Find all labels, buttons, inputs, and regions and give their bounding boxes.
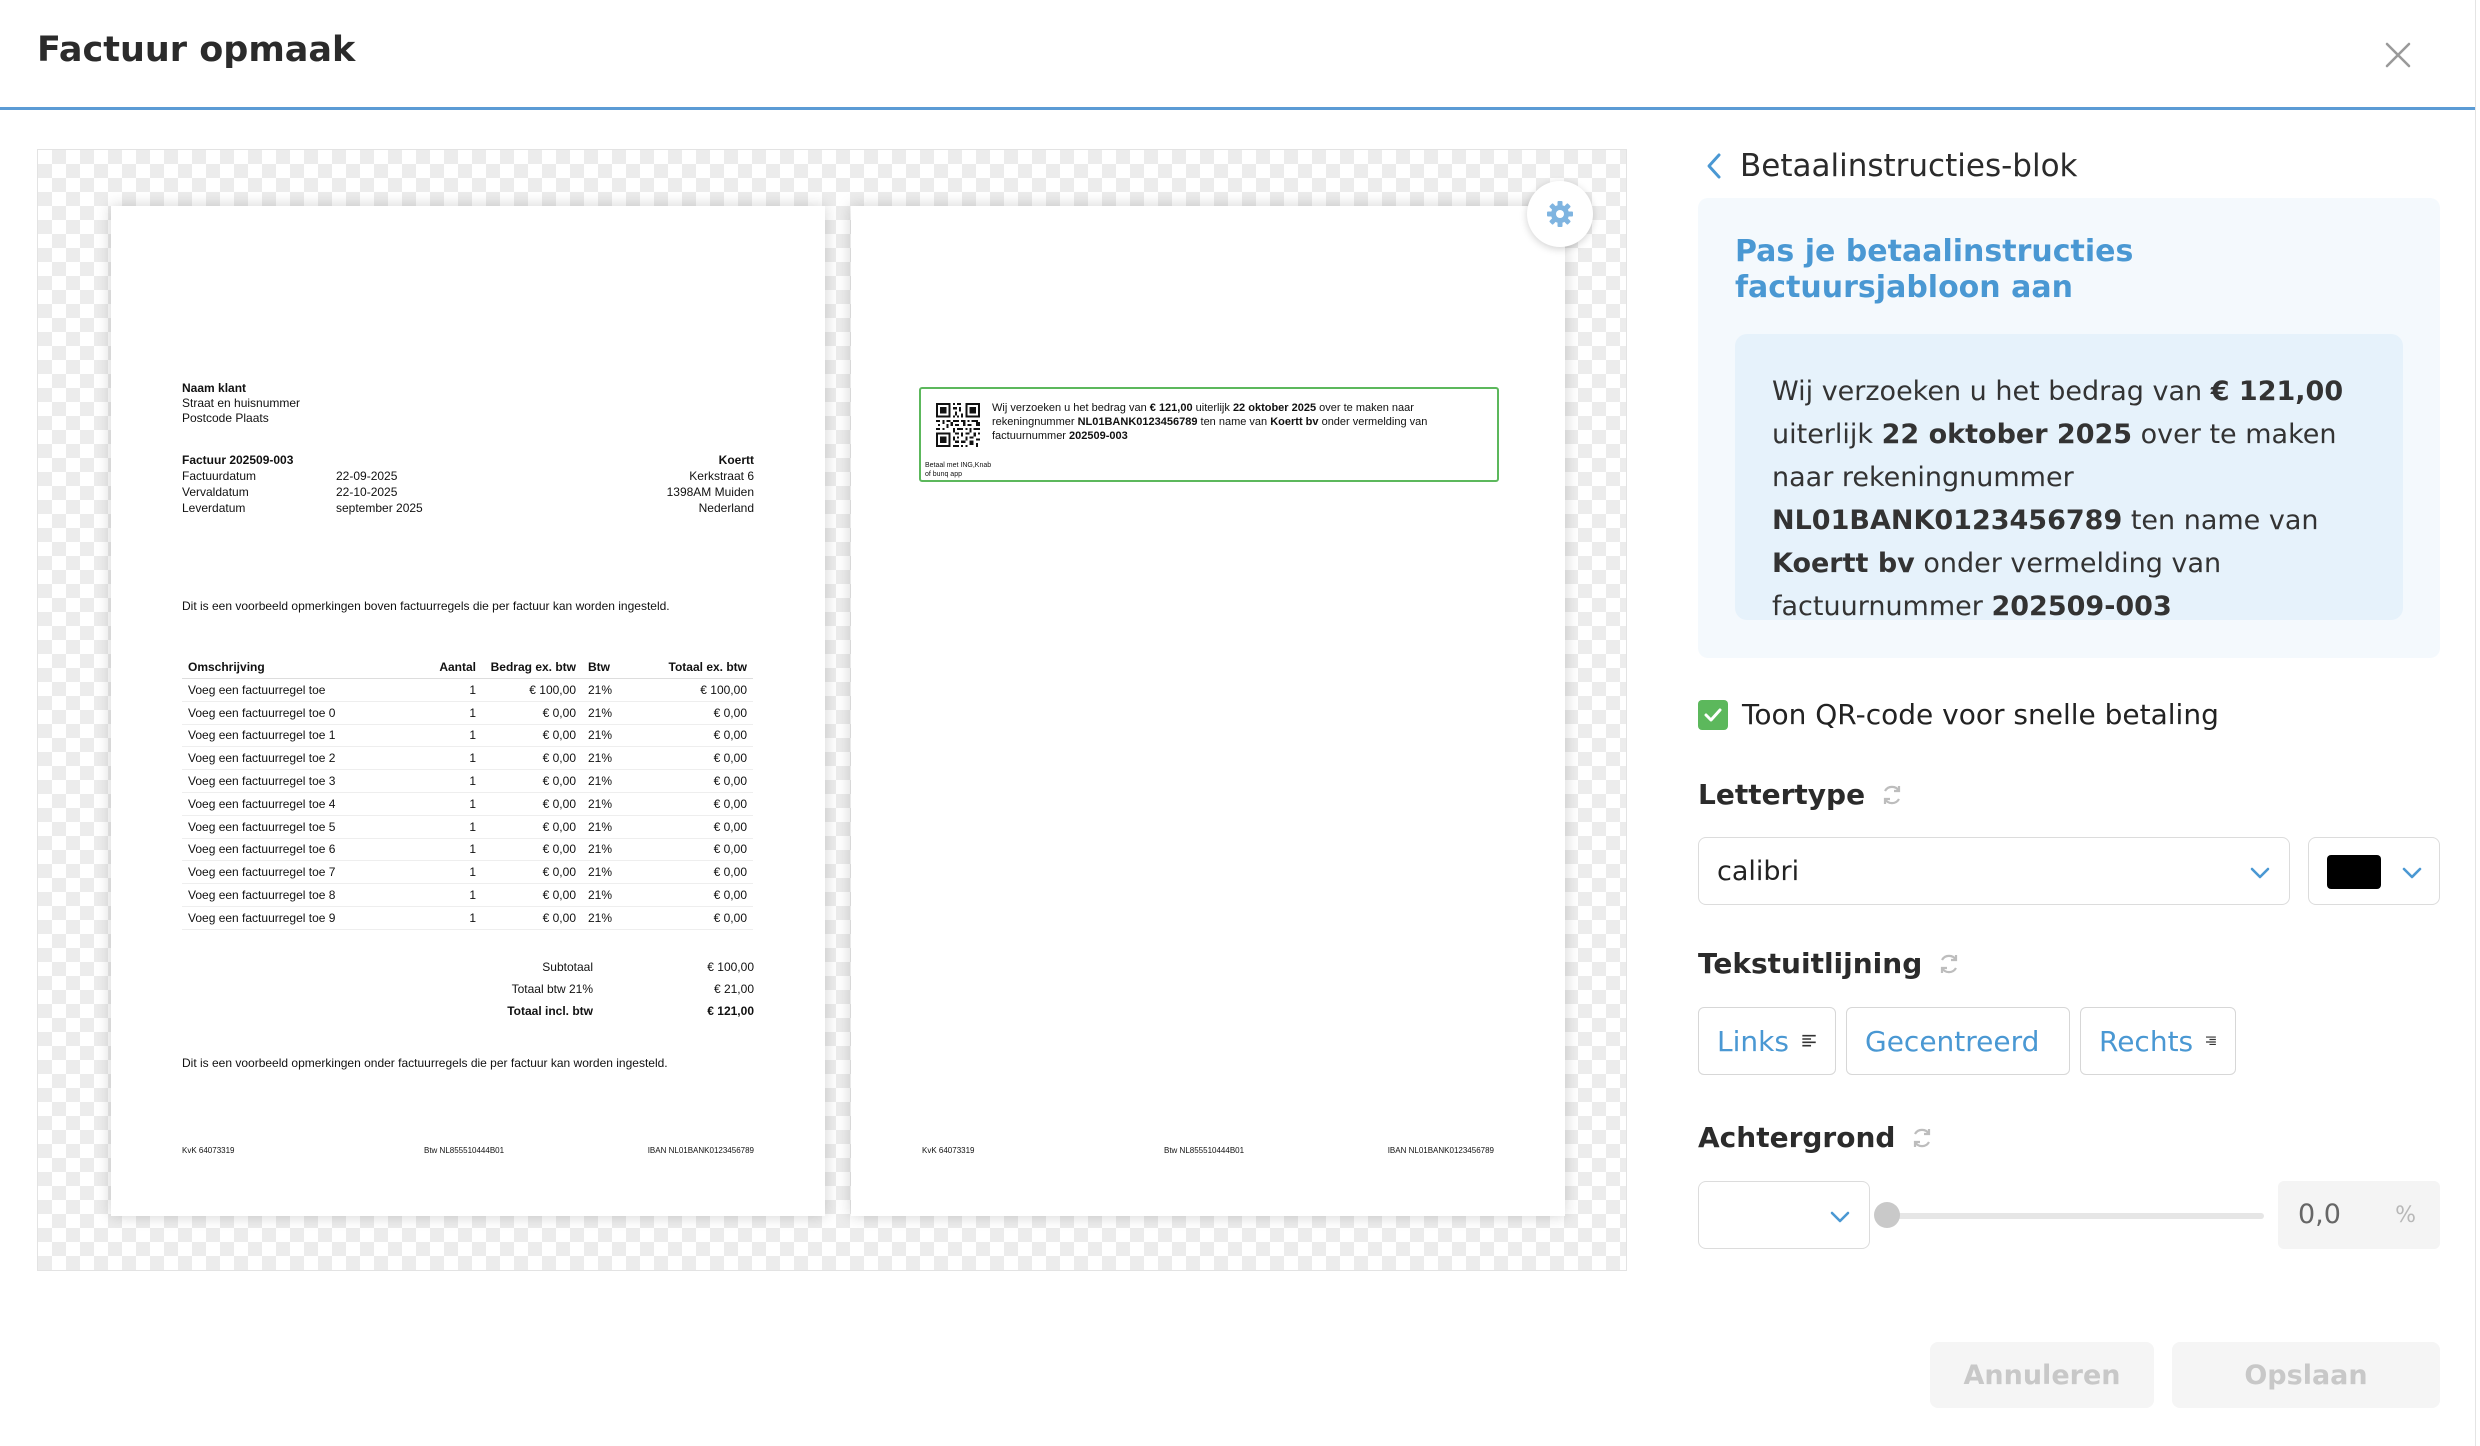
table-row — [182, 861, 753, 884]
cell-quantity: 1 — [422, 679, 482, 702]
settings-gear-button[interactable] — [1527, 181, 1593, 247]
info-box — [1698, 198, 2440, 658]
modal-header — [0, 0, 2475, 110]
payment-instructions-block[interactable] — [919, 387, 1499, 482]
cell-amount: € 0,00 — [482, 724, 582, 747]
cell-total: € 0,00 — [622, 792, 753, 815]
invoice-page-1 — [111, 206, 825, 1216]
customer-postcode: Postcode Plaats — [182, 411, 269, 425]
qr-code-checkbox[interactable] — [1698, 700, 1728, 730]
panel-title: Betaalinstructies-blok — [1740, 148, 2078, 184]
subtotal-label: Subtotaal — [542, 960, 593, 974]
footer-kvk: KvK 64073319 — [922, 1146, 975, 1155]
col-description: Omschrijving — [182, 655, 422, 679]
payment-text: Wij verzoeken u het bedrag van € 121,00 uiterlijk 22 oktober 2025 over te maken naar rekeningnummer NL01BANK0123456789 ten name van Koertt bv onder vermelding van factuurnummer 202509-003 — [1772, 376, 2344, 622]
cell-amount: € 0,00 — [482, 747, 582, 770]
cell-quantity: 1 — [422, 792, 482, 815]
cell-quantity: 1 — [422, 906, 482, 929]
footer-btw: Btw NL855510444B01 — [1164, 1146, 1245, 1155]
back-row — [1698, 146, 2078, 186]
cell-vat: 21% — [582, 838, 622, 861]
cell-amount: € 0,00 — [482, 884, 582, 907]
payment-instructions-text: Wij verzoeken u het bedrag van € 121,00 uiterlijk 22 oktober 2025 over te maken naar rekeningnummer NL01BANK0123456789 ten name van Koertt bv onder vermelding van factuurnummer 202509-003 — [992, 402, 1428, 442]
vat-label: Totaal btw 21% — [511, 982, 593, 996]
cell-vat: 21% — [582, 701, 622, 724]
invoice-date-value: 22-09-2025 — [336, 469, 398, 483]
cell-vat: 21% — [582, 906, 622, 929]
opacity-input[interactable] — [2278, 1181, 2440, 1249]
footer-kvk: KvK 64073319 — [182, 1146, 235, 1155]
company-country: Nederland — [698, 501, 754, 515]
cell-vat: 21% — [582, 724, 622, 747]
align-center-button[interactable] — [1846, 1007, 2070, 1075]
col-amount: Bedrag ex. btw — [482, 655, 582, 679]
align-center-label: Gecentreerd — [1865, 1024, 2040, 1058]
table-row — [182, 815, 753, 838]
qr-code-icon — [936, 403, 980, 447]
table-row — [182, 770, 753, 793]
table-row — [182, 792, 753, 815]
cell-amount: € 100,00 — [482, 679, 582, 702]
cell-vat: 21% — [582, 770, 622, 793]
invoice-preview — [37, 149, 1627, 1271]
cell-total: € 100,00 — [622, 679, 753, 702]
cell-vat: 21% — [582, 747, 622, 770]
cell-amount: € 0,00 — [482, 792, 582, 815]
cell-description: Voeg een factuurregel toe 8 — [182, 884, 422, 907]
subtotal-value: € 100,00 — [707, 960, 754, 974]
qr-caption: Betaal met ING,Knab of bunq app — [925, 462, 992, 478]
cell-quantity: 1 — [422, 724, 482, 747]
chevron-down-icon — [2249, 866, 2271, 880]
company-name: Koertt — [718, 453, 754, 467]
cell-total: € 0,00 — [622, 838, 753, 861]
cell-description: Voeg een factuurregel toe — [182, 679, 422, 702]
due-date-value: 22-10-2025 — [336, 485, 398, 499]
cell-description: Voeg een factuurregel toe 0 — [182, 701, 422, 724]
delivery-date-value: september 2025 — [336, 501, 423, 515]
table-row — [182, 701, 753, 724]
cell-quantity: 1 — [422, 815, 482, 838]
company-city: 1398AM Muiden — [666, 485, 754, 499]
opacity-slider-handle[interactable] — [1874, 1202, 1900, 1228]
cell-amount: € 0,00 — [482, 815, 582, 838]
save-button[interactable]: Opslaan — [2172, 1342, 2440, 1408]
chevron-down-icon — [1829, 1210, 1851, 1224]
opacity-value: 0,0 — [2298, 1199, 2341, 1230]
col-vat: Btw — [582, 655, 622, 679]
check-icon — [1702, 704, 1724, 726]
cell-amount: € 0,00 — [482, 861, 582, 884]
cell-total: € 0,00 — [622, 906, 753, 929]
table-row — [182, 747, 753, 770]
cell-amount: € 0,00 — [482, 701, 582, 724]
cell-description: Voeg een factuurregel toe 2 — [182, 747, 422, 770]
cell-vat: 21% — [582, 679, 622, 702]
cell-description: Voeg een factuurregel toe 5 — [182, 815, 422, 838]
font-select[interactable] — [1698, 837, 2290, 905]
cell-amount: € 0,00 — [482, 838, 582, 861]
cell-description: Voeg een factuurregel toe 3 — [182, 770, 422, 793]
cell-description: Voeg een factuurregel toe 6 — [182, 838, 422, 861]
align-left-button[interactable] — [1698, 1007, 1836, 1075]
customer-street: Straat en huisnummer — [182, 396, 301, 410]
cell-total: € 0,00 — [622, 884, 753, 907]
opacity-unit: % — [2395, 1203, 2416, 1228]
table-row — [182, 724, 753, 747]
payment-text-editor[interactable] — [1735, 334, 2403, 620]
chevron-left-icon[interactable] — [1700, 149, 1728, 183]
invoice-lines-table — [182, 655, 753, 930]
footer-btw: Btw NL855510444B01 — [424, 1146, 505, 1155]
customer-name: Naam klant — [182, 381, 247, 395]
remark-above: Dit is een voorbeeld opmerkingen boven factuurregels die per factuur kan worden ingesteld. — [182, 599, 670, 613]
cell-quantity: 1 — [422, 747, 482, 770]
cell-quantity: 1 — [422, 861, 482, 884]
cell-quantity: 1 — [422, 884, 482, 907]
align-right-icon — [2205, 1030, 2217, 1052]
close-icon[interactable] — [2381, 38, 2415, 72]
color-swatch — [2327, 855, 2381, 889]
align-left-icon — [1801, 1030, 1817, 1052]
due-date-label: Vervaldatum — [182, 485, 249, 499]
font-select-value: calibri — [1717, 856, 1800, 887]
cell-vat: 21% — [582, 884, 622, 907]
qr-code-label: Toon QR-code voor snelle betaling — [1742, 698, 2219, 731]
background-color-select[interactable] — [1698, 1181, 1870, 1249]
remark-below: Dit is een voorbeeld opmerkingen onder factuurregels die per factuur kan worden ingesteld. — [182, 1056, 668, 1070]
table-row — [182, 906, 753, 929]
table-header-row — [182, 655, 753, 679]
cell-description: Voeg een factuurregel toe 1 — [182, 724, 422, 747]
cancel-button[interactable]: Annuleren — [1930, 1342, 2154, 1408]
table-row — [182, 884, 753, 907]
cell-quantity: 1 — [422, 770, 482, 793]
cell-description: Voeg een factuurregel toe 7 — [182, 861, 422, 884]
background-section-label: Achtergrond — [1698, 1121, 1935, 1154]
cell-total: € 0,00 — [622, 770, 753, 793]
table-row — [182, 679, 753, 702]
font-color-select[interactable] — [2308, 837, 2440, 905]
gear-icon — [1544, 198, 1576, 230]
reset-icon[interactable] — [1879, 782, 1905, 808]
opacity-slider-track[interactable] — [1886, 1213, 2264, 1219]
cell-vat: 21% — [582, 815, 622, 838]
cell-quantity: 1 — [422, 838, 482, 861]
delivery-date-label: Leverdatum — [182, 501, 246, 515]
cell-amount: € 0,00 — [482, 906, 582, 929]
reset-icon[interactable] — [1936, 951, 1962, 977]
cell-total: € 0,00 — [622, 724, 753, 747]
col-total: Totaal ex. btw — [622, 655, 753, 679]
cell-vat: 21% — [582, 861, 622, 884]
total-value: € 121,00 — [707, 1004, 754, 1018]
qr-code-toggle[interactable] — [1698, 698, 2219, 731]
footer-iban: IBAN NL01BANK0123456789 — [647, 1146, 754, 1155]
align-right-button[interactable] — [2080, 1007, 2236, 1075]
cell-vat: 21% — [582, 792, 622, 815]
modal-title: Factuur opmaak — [37, 30, 356, 70]
font-section-label: Lettertype — [1698, 778, 1905, 811]
align-left-label: Links — [1717, 1024, 1789, 1058]
cell-total: € 0,00 — [622, 701, 753, 724]
cell-quantity: 1 — [422, 701, 482, 724]
footer-iban: IBAN NL01BANK0123456789 — [1387, 1146, 1494, 1155]
info-heading: Pas je betaalinstructies factuursjabloon aan — [1735, 234, 2134, 305]
alignment-section-label: Tekstuitlijning — [1698, 947, 1962, 980]
align-right-label: Rechts — [2099, 1024, 2194, 1058]
cell-description: Voeg een factuurregel toe 9 — [182, 906, 422, 929]
vat-value: € 21,00 — [713, 982, 754, 996]
cell-total: € 0,00 — [622, 747, 753, 770]
cell-amount: € 0,00 — [482, 770, 582, 793]
cell-total: € 0,00 — [622, 815, 753, 838]
col-quantity: Aantal — [422, 655, 482, 679]
chevron-down-icon — [2401, 866, 2423, 880]
total-label: Totaal incl. btw — [507, 1004, 593, 1018]
table-row — [182, 838, 753, 861]
cell-description: Voeg een factuurregel toe 4 — [182, 792, 422, 815]
company-street: Kerkstraat 6 — [689, 469, 754, 483]
invoice-number: Factuur 202509-003 — [182, 453, 294, 467]
invoice-page-2 — [851, 206, 1565, 1216]
invoice-date-label: Factuurdatum — [182, 469, 257, 483]
reset-icon[interactable] — [1909, 1125, 1935, 1151]
cell-total: € 0,00 — [622, 861, 753, 884]
